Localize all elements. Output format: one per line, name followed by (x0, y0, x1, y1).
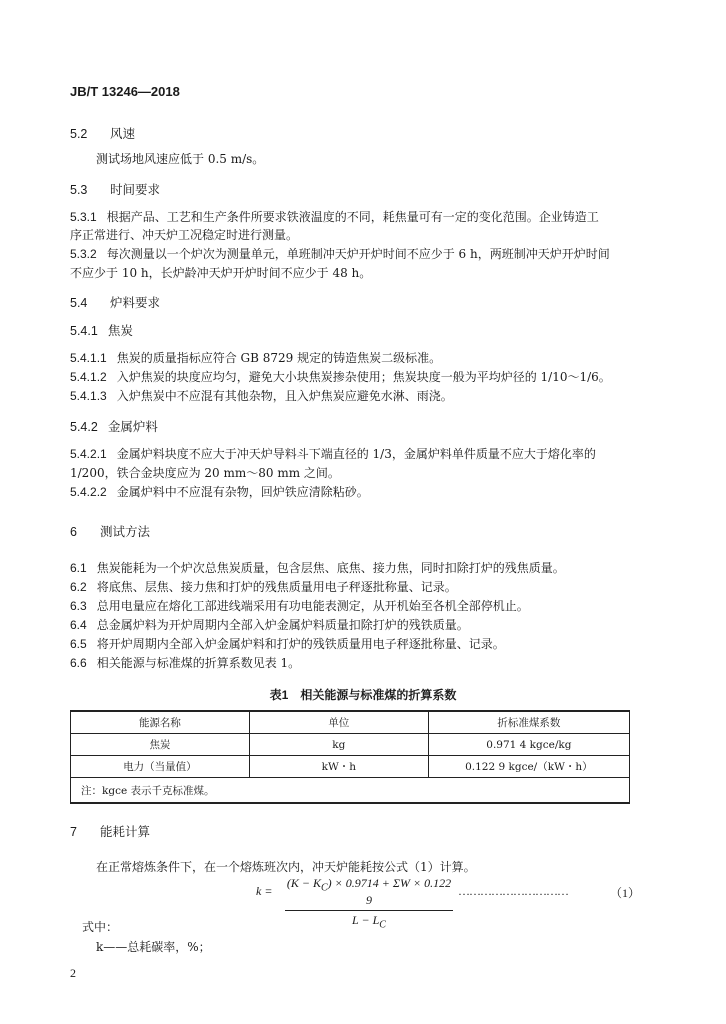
page-number: 2 (70, 966, 76, 980)
formula-leader-dots: ………………………… (458, 884, 568, 898)
formula-denominator: $L - L_C$ (352, 913, 386, 931)
clause-text: 金属炉料块度不应大于冲天炉导料斗下端直径的 1/3，金属炉料单件质量不应大于熔化率的 (116, 447, 596, 461)
formula-fraction (285, 876, 453, 931)
section-5-2-body: 测试场地风速应低于 0.5 m/s。 (96, 152, 265, 166)
section-5-4-1-1 (70, 349, 441, 368)
table-cell: 电力（当量值） (71, 756, 250, 778)
clause-text: 相关能源与标准煤的折算系数见表 1。 (96, 656, 301, 670)
clause-text: 入炉焦炭的块度应均匀，避免大小块焦炭掺杂使用；焦炭块度一般为平均炉径的 1/10～1/6。 (116, 370, 611, 384)
section-5-3-1-line2: 序正常进行、冲天炉工况稳定时进行测量。 (70, 228, 299, 242)
formula-lhs: k = (256, 884, 273, 898)
section-5-3-2-line1 (70, 245, 610, 264)
standard-number: JB/T 13246—2018 (70, 84, 180, 99)
table-row (71, 756, 630, 778)
section-number: 5.4.1 (70, 324, 98, 338)
section-5-4-2-heading (70, 417, 158, 435)
section-title: 时间要求 (110, 182, 161, 197)
section-6-5 (70, 635, 505, 654)
clause-number: 6.1 (70, 561, 87, 575)
table-cell: 焦炭 (71, 734, 250, 756)
clause-text: 焦炭能耗为一个炉次总焦炭质量，包含层焦、底焦、接力焦，同时扣除打炉的残焦质量。 (96, 561, 565, 575)
section-5-3-1-line1 (70, 208, 599, 227)
table-row (71, 734, 630, 756)
table-header-cell: 能源名称 (71, 711, 250, 734)
clause-number: 5.4.1.3 (70, 389, 107, 403)
conversion-table (70, 710, 630, 804)
section-7-intro: 在正常熔炼条件下，在一个熔炼班次内，冲天炉能耗按公式（1）计算。 (96, 860, 476, 874)
clause-number: 5.3.2 (70, 247, 97, 261)
section-5-4-1-2 (70, 368, 611, 387)
section-number: 5.4.2 (70, 420, 98, 434)
table-header-row (71, 711, 630, 734)
formula-number: （1） (610, 886, 641, 900)
section-5-4-2-2 (70, 483, 369, 502)
clause-text: 将底焦、层焦、接力焦和打炉的残焦质量用电子秤逐批称量、记录。 (96, 580, 457, 594)
section-7-heading (70, 822, 150, 840)
section-5-4-2-1-line2: 1/200，铁合金块度应为 20 mm～80 mm 之间。 (70, 466, 340, 480)
table-note-row (71, 778, 630, 804)
table-note: 注：kgce 表示千克标准煤。 (71, 778, 630, 804)
table-cell: kg (249, 734, 428, 756)
section-number: 5.2 (70, 127, 88, 141)
clause-number: 6.6 (70, 656, 87, 670)
section-6-2 (70, 578, 457, 597)
section-title: 风速 (110, 126, 136, 141)
clause-number: 5.3.1 (70, 210, 97, 224)
table-cell: 0.122 9 kgce/（kW・h） (428, 756, 629, 778)
clause-text: 将开炉周期内全部入炉金属炉料和打炉的残铁质量用电子秤逐批称量、记录。 (96, 637, 505, 651)
fraction-bar (285, 910, 453, 911)
clause-text: 焦炭的质量指标应符合 GB 8729 规定的铸造焦炭二级标准。 (116, 351, 442, 365)
clause-text: 入炉焦炭中不应混有其他杂物，且入炉焦炭应避免水淋、雨浇。 (116, 389, 453, 403)
table-cell: 0.971 4 kgce/kg (428, 734, 629, 756)
section-6-6 (70, 654, 300, 673)
section-6-3 (70, 597, 529, 616)
section-6-heading (70, 522, 150, 540)
clause-number: 5.4.2.2 (70, 485, 107, 499)
clause-number: 5.4.1.2 (70, 370, 107, 384)
section-number: 6 (70, 525, 77, 539)
clause-number: 6.2 (70, 580, 87, 594)
clause-text: 根据产品、工艺和生产条件所要求铁液温度的不同，耗焦量可有一定的变化范围。企业铸造工 (106, 210, 599, 224)
where-label: 式中： (82, 920, 119, 934)
table-header-cell: 单位 (249, 711, 428, 734)
formula-numerator: $(K - K_C) \times 0.9714 + \Sigma W \times 0.122$ 9 (286, 876, 452, 908)
section-number: 7 (70, 825, 77, 839)
section-5-4-2-1-line1 (70, 445, 596, 464)
section-5-2-heading (70, 124, 135, 142)
section-title: 炉料要求 (110, 295, 161, 310)
clause-number: 5.4.1.1 (70, 351, 107, 365)
section-5-4-1-heading (70, 321, 133, 339)
section-5-4-1-3 (70, 387, 453, 406)
clause-text: 总用电量应在熔化工部进线端采用有功电能表测定，从开机始至各机全部停机止。 (96, 599, 529, 613)
clause-number: 6.3 (70, 599, 87, 613)
section-6-1 (70, 559, 565, 578)
section-5-4-heading (70, 293, 160, 311)
table-header-cell: 折标准煤系数 (428, 711, 629, 734)
clause-number: 6.5 (70, 637, 87, 651)
section-title: 测试方法 (100, 524, 151, 539)
clause-text: 总金属炉料为开炉周期内全部入炉金属炉料质量扣除打炉的残铁质量。 (96, 618, 469, 632)
clause-text: 金属炉料中不应混有杂物，回炉铁应清除粘砂。 (116, 485, 369, 499)
section-title: 焦炭 (107, 323, 133, 338)
table-cell: kW・h (249, 756, 428, 778)
section-number: 5.3 (70, 183, 88, 197)
clause-number: 6.4 (70, 618, 87, 632)
definition-k: k——总耗碳率，%； (96, 940, 211, 954)
section-5-3-heading (70, 180, 160, 198)
section-5-3-2-line2: 不应少于 10 h，长炉龄冲天炉开炉时间不应少于 48 h。 (70, 266, 372, 280)
section-number: 5.4 (70, 296, 88, 310)
clause-number: 5.4.2.1 (70, 447, 107, 461)
table-caption: 表1 相关能源与标准煤的折算系数 (269, 688, 457, 702)
section-title: 金属炉料 (107, 419, 158, 434)
section-title: 能耗计算 (100, 824, 151, 839)
section-6-4 (70, 616, 469, 635)
clause-text: 每次测量以一个炉次为测量单元，单班制冲天炉开炉时间不应少于 6 h，两班制冲天炉开炉时间 (106, 247, 610, 261)
